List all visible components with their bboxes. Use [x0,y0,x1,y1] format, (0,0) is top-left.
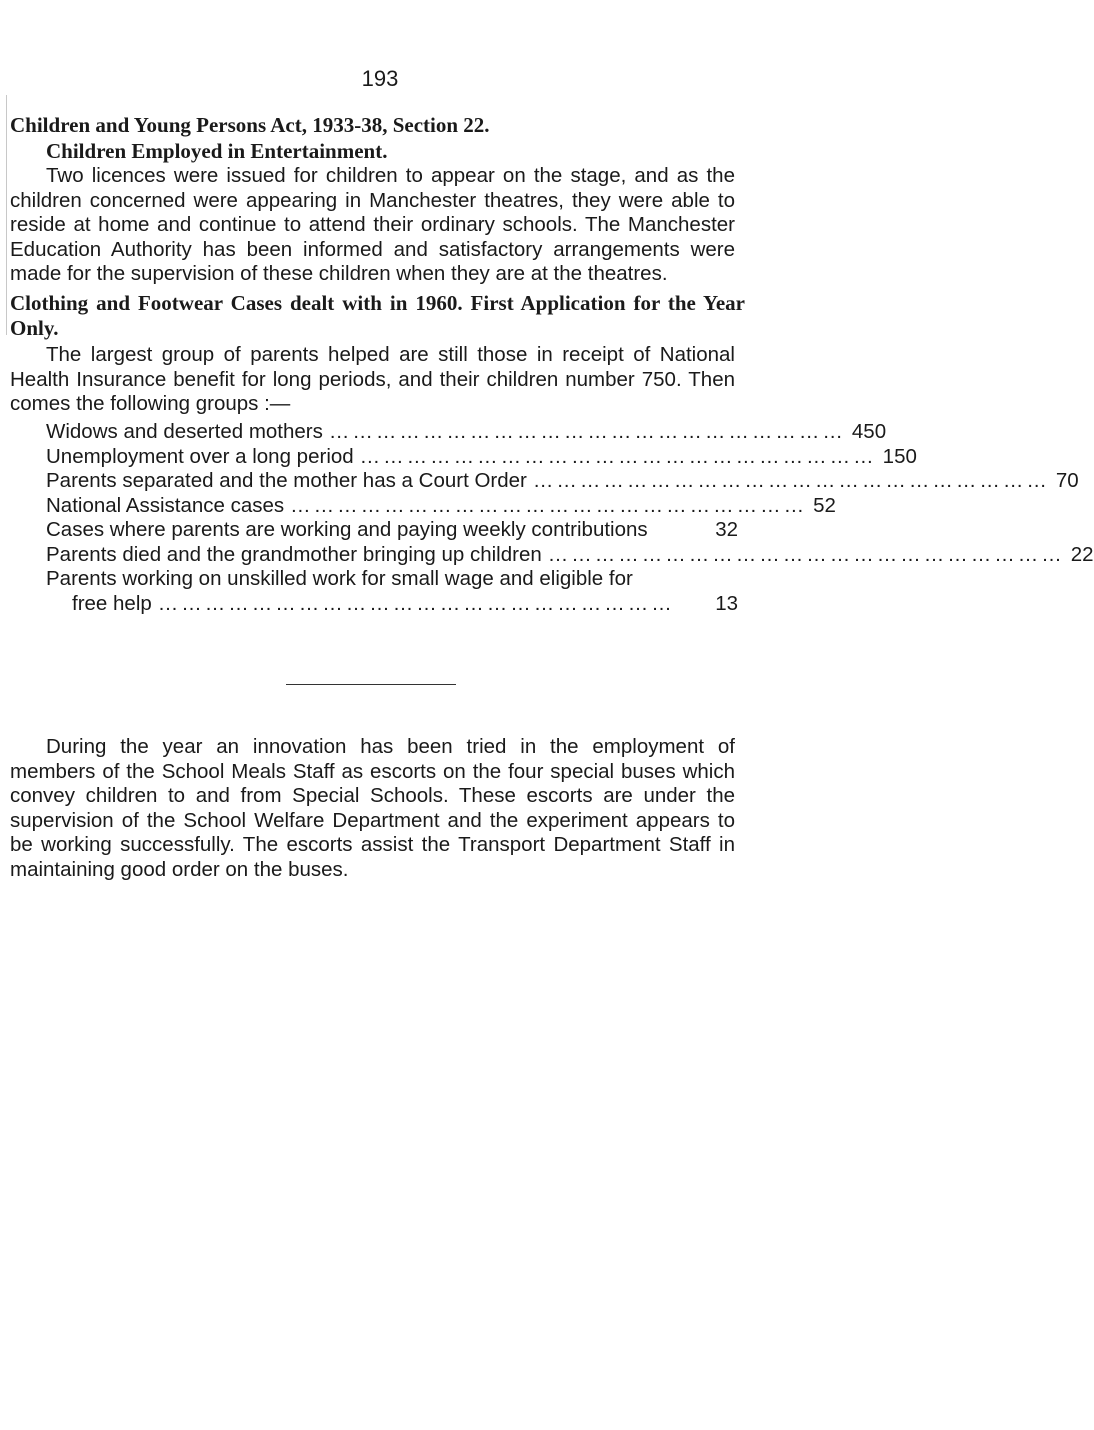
page-number: 193 [361,66,399,91]
leader-dots: ………………………………………………………… [328,420,846,443]
paragraph-escorts: During the year an innovation has been tried in the employment of members of the School Meals Staff as escorts on the four special buses which convey children to and from Special Schools. These escorts are under the supervision of the School Welfare Department and the experiment appears to be working successfully. The escorts assist the Transport Department Staff in maintaining good order on the buses. [10,735,735,881]
item-value: 150 [882,444,917,468]
list-item [46,444,917,470]
section-divider [286,684,456,685]
item-value: 52 [813,493,836,517]
list-item [46,567,738,616]
leader-dots: ………………………………………………………… [359,444,877,468]
list-item [46,542,1094,568]
list-item [46,469,1079,494]
item-value: 22 [1070,542,1094,566]
item-label-line2-row [46,592,738,617]
item-value: 32 [715,518,738,541]
list-item [46,493,836,519]
paragraph-groups-intro: The largest group of parents helped are still those in receipt of National Health Insurance benefit for long periods, and their children number 750. Then comes the following groups :— [10,343,735,415]
item-label: Widows and deserted mothers [46,420,323,443]
groups-list [46,420,1094,616]
list-item [46,518,738,543]
item-label: Cases where parents are working and paying weekly contributions [46,518,648,541]
item-value: 13 [715,591,738,615]
item-label: Parents died and the grandmother bringing up children [46,542,542,566]
item-value: 450 [851,420,887,443]
section-heading-act: Children and Young Persons Act, 1933-38, Section 22. [10,113,490,137]
leader-dots: ………………………………………………………… [547,542,1065,566]
item-label-line2: free help [72,591,152,615]
leader-dots: ………………………………………………………… [290,493,808,517]
section-subheading-entertainment: Children Employed in Entertainment. [46,139,388,163]
item-label: Unemployment over a long period [46,444,354,468]
paragraph-licences: Two licences were issued for children to appear on the stage, and as the children concerned were appearing in Manchester theatres, they were able to reside at home and continue to attend their ordinary schools. The Manchester Education Authority has been informed and satisfactory arrangements were made for the supervision of these children when they are at the theatres. [10,164,735,285]
leader-dots: ………………………………………………………… [532,469,1050,492]
section-heading-clothing: Clothing and Footwear Cases dealt with in 1960. First Application for the Year Only. [10,291,745,340]
leader-dots: ………………………………………………………… [157,591,675,615]
item-label: National Assistance cases [46,493,285,517]
item-value: 70 [1055,469,1079,492]
item-label-line1: Parents working on unskilled work for small wage and eligible for [46,567,633,590]
item-label: Parents separated and the mother has a Court Order [46,469,527,492]
list-item [46,420,887,445]
margin-line [6,95,7,335]
